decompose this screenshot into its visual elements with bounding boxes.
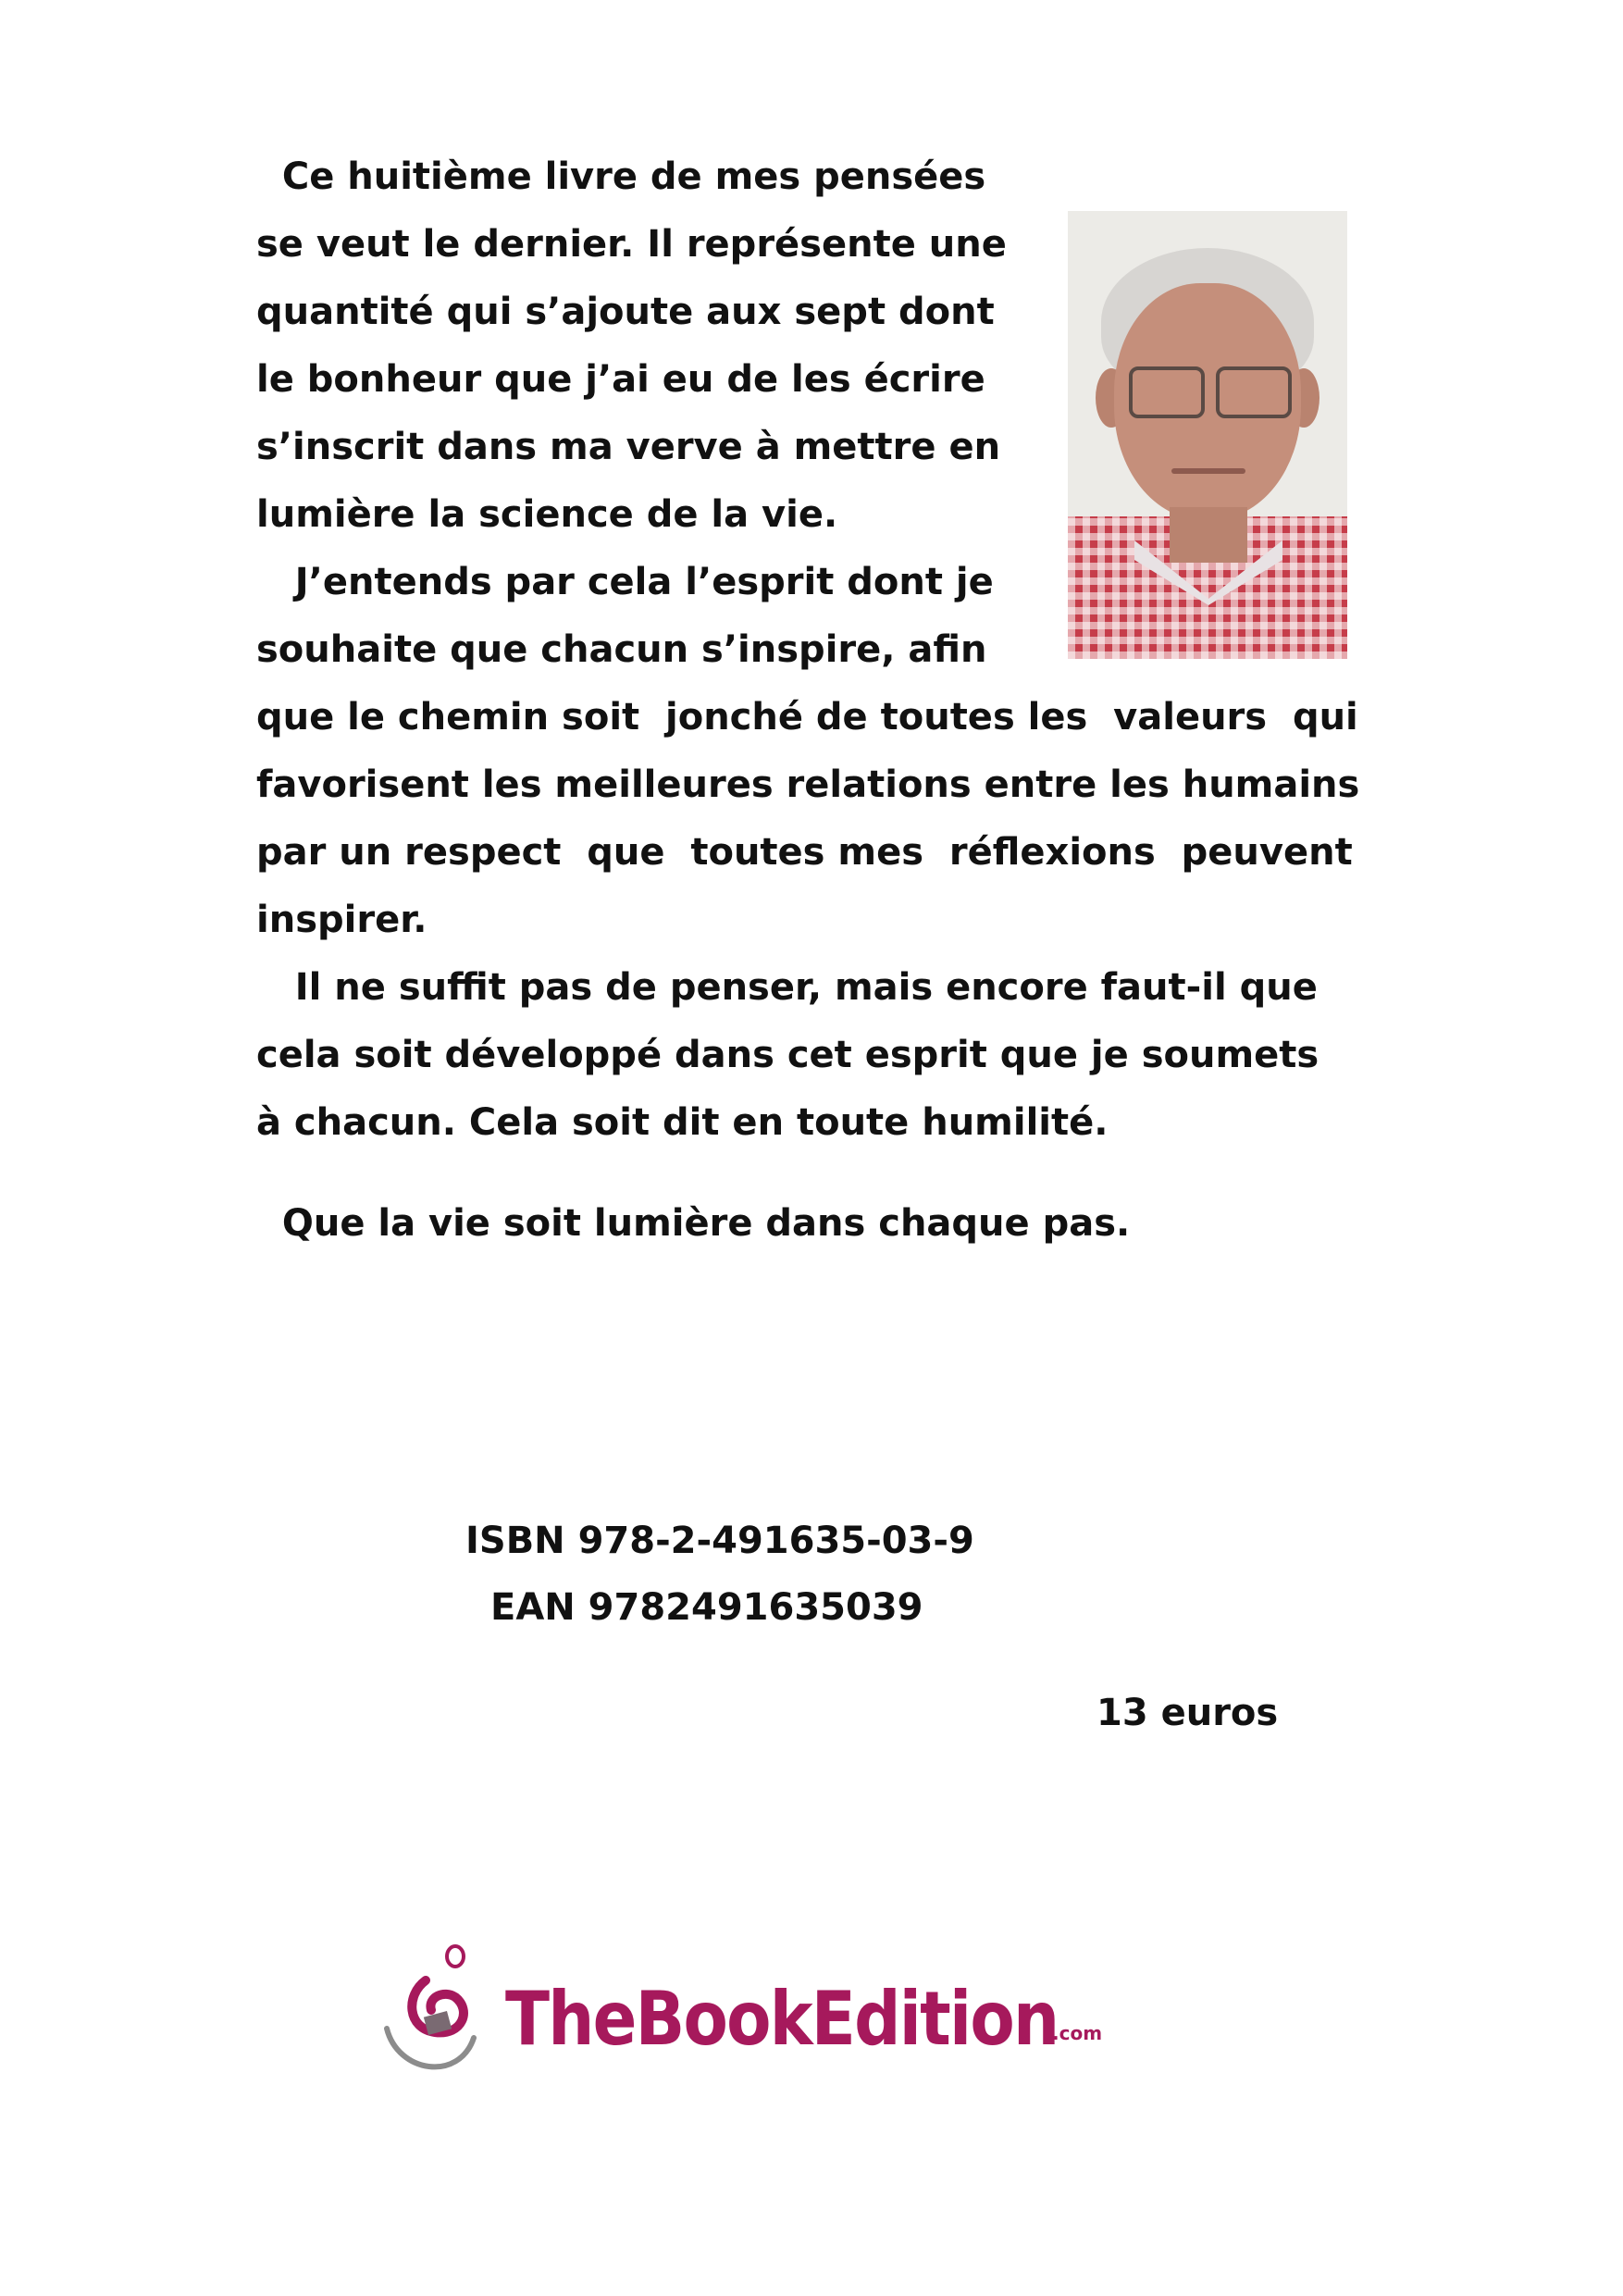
text-line: J’entends par cela l’esprit dont je (256, 561, 994, 603)
text-line: Il ne suffit pas de penser, mais encore faut-il que (256, 966, 1318, 1009)
text-line: souhaite que chacun s’inspire, afin (256, 628, 987, 671)
text-line: quantité qui s’ajoute aux sept dont (256, 291, 995, 333)
thebookedition-logo-icon (370, 1943, 500, 2082)
ean: EAN 9782491635039 (490, 1586, 923, 1629)
text-line: par un respect que toutes mes réflexions peuvent (256, 831, 1353, 874)
portrait-mouth (1171, 468, 1245, 474)
logo-suffix: .com (1052, 2022, 1103, 2044)
text-line: lumière la science de la vie. (256, 493, 838, 536)
isbn: ISBN 978-2-491635-03-9 (465, 1520, 974, 1562)
publisher-logo (370, 1943, 1147, 2082)
author-portrait (1068, 211, 1347, 659)
text-line: favorisent les meilleures relations entre les humains (256, 763, 1360, 806)
text-line: le bonheur que j’ai eu de les écrire (256, 358, 985, 401)
glasses-left-lens (1129, 366, 1205, 418)
portrait-neck (1170, 507, 1247, 563)
text-line: se veut le dernier. Il représente une (256, 223, 1007, 266)
text-line: cela soit développé dans cet esprit que je soumets (256, 1034, 1319, 1076)
closing-line: Que la vie soit lumière dans chaque pas. (256, 1202, 1131, 1245)
text-line: Ce huitième livre de mes pensées (256, 155, 986, 198)
glasses-right-lens (1216, 366, 1292, 418)
text-line: s’inscrit dans ma verve à mettre en (256, 426, 1001, 468)
text-line: à chacun. Cela soit dit en toute humilité. (256, 1101, 1109, 1144)
text-line: que le chemin soit jonché de toutes les valeurs qui (256, 696, 1358, 738)
logo-wordmark: TheBookEdition (505, 1976, 1059, 2062)
text-line: inspirer. (256, 899, 427, 941)
price: 13 euros (1096, 1692, 1279, 1734)
